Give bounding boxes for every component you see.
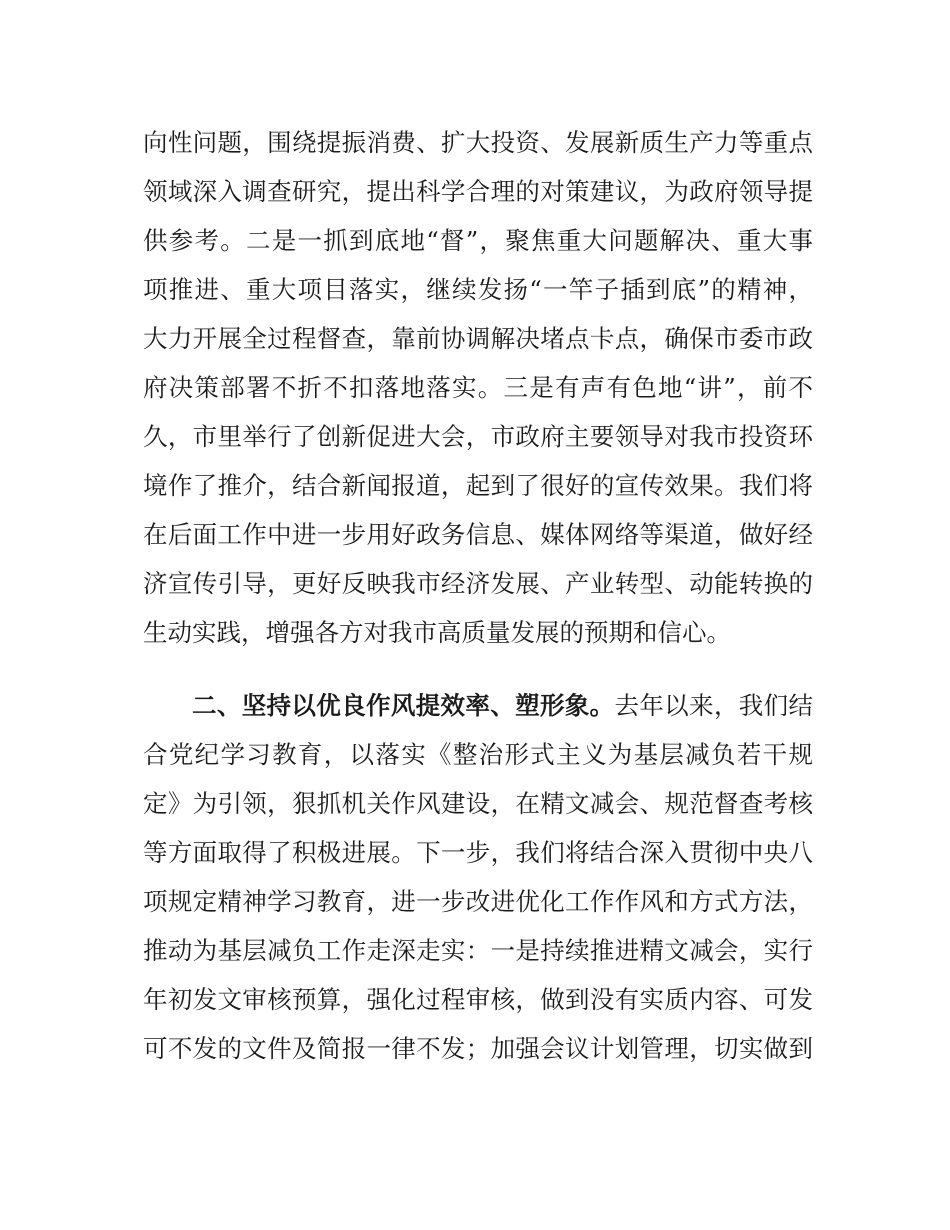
text-line: 久，市里举行了创新促进大会，市政府主要领导对我市投资环 — [143, 422, 813, 451]
text-line: 供参考。二是一抓到底地“督”，聚焦重大问题解决、重大事 — [143, 226, 813, 255]
text-line: 生动实践，增强各方对我市高质量发展的预期和信心。 — [143, 618, 731, 647]
text-line: 定》为引领，狠抓机关作风建设，在精文减会、规范督查考核 — [143, 789, 813, 818]
text-line: 向性问题，围绕提振消费、扩大投资、发展新质生产力等重点 — [143, 128, 813, 157]
text-line: 项推进、重大项目落实，继续发扬“一竿子插到底”的精神， — [143, 275, 813, 304]
text-line: 境作了推介，结合新闻报道，起到了很好的宣传效果。我们将 — [143, 471, 813, 500]
text-line: 济宣传引导，更好反映我市经济发展、产业转型、动能转换的 — [143, 569, 813, 598]
text-line: 可不发的文件及简报一律不发；加强会议计划管理，切实做到 — [143, 1034, 813, 1063]
text-line: 项规定精神学习教育，进一步改进优化工作作风和方式方法， — [143, 887, 813, 916]
text-line: 等方面取得了积极进展。下一步，我们将结合深入贯彻中央八 — [143, 838, 813, 867]
text-run: 去年以来，我们结 — [614, 691, 814, 720]
text-line: 合党纪学习教育，以落实《整治形式主义为基层减负若干规 — [143, 740, 813, 769]
section-heading: 二、坚持以优良作风提效率、塑形象。 — [192, 691, 615, 720]
text-line: 府决策部署不折不扣落地落实。三是有声有色地“讲”，前不 — [143, 373, 813, 402]
text-line: 领域深入调查研究，提出科学合理的对策建议，为政府领导提 — [143, 177, 813, 206]
text-line: 年初发文审核预算，强化过程审核，做到没有实质内容、可发 — [143, 985, 813, 1014]
text-line: 大力开展全过程督查，靠前协调解决堵点卡点，确保市委市政 — [143, 324, 813, 353]
paragraph-2-first-line — [192, 686, 813, 726]
text-line: 在后面工作中进一步用好政务信息、媒体网络等渠道，做好经 — [143, 520, 813, 549]
text-line: 推动为基层减负工作走深走实：一是持续推进精文减会，实行 — [143, 936, 813, 965]
